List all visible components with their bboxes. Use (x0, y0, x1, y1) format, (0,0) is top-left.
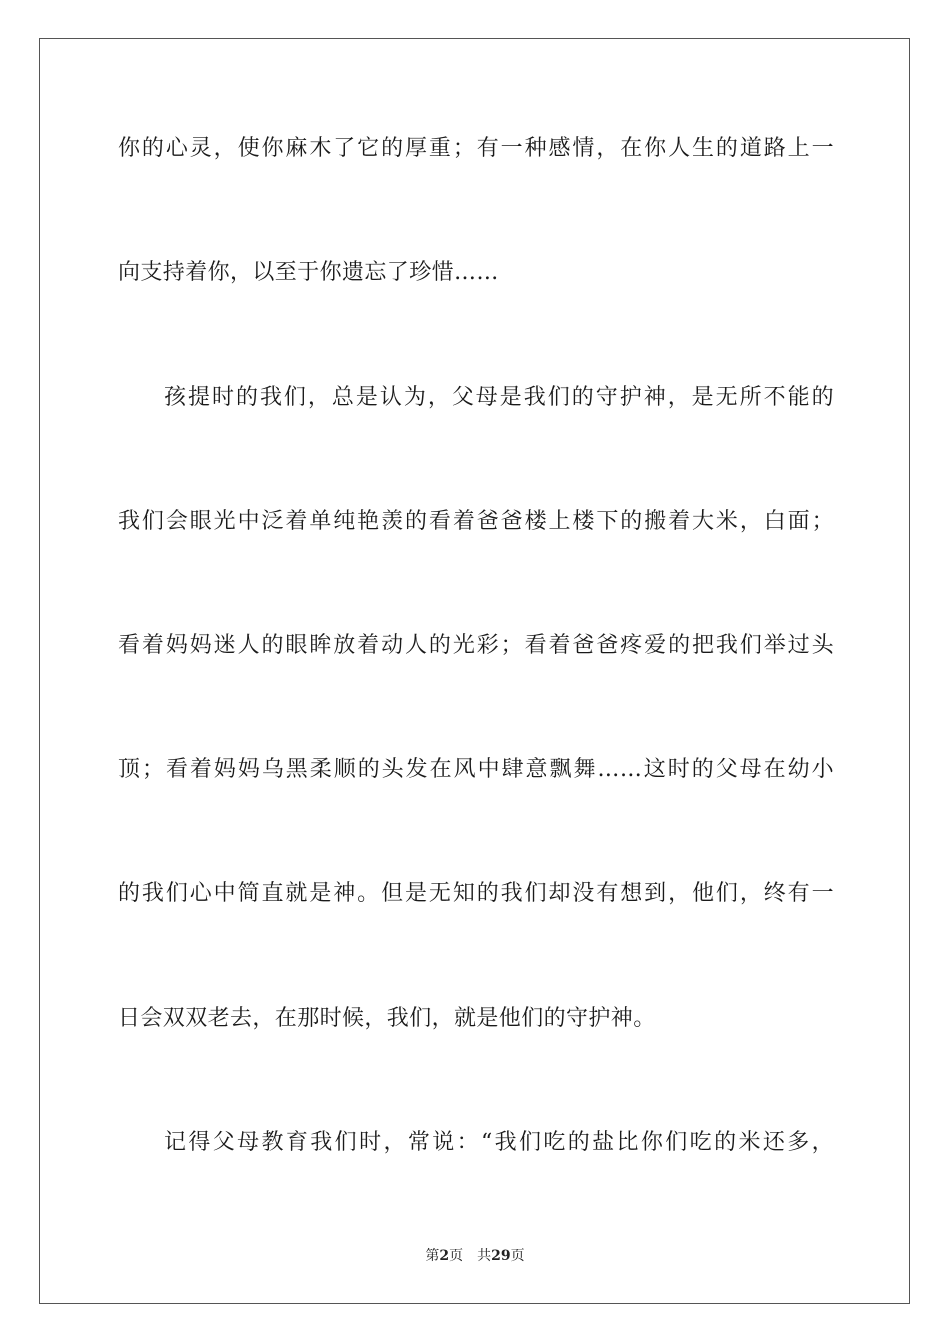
page-prefix: 第 (425, 1248, 440, 1264)
paragraph-line: 日会双双老去，在那时候，我们，就是他们的守护神。 (118, 1006, 656, 1031)
page-current: 2 (439, 1248, 450, 1264)
page-unit: 页 (449, 1248, 464, 1264)
paragraph-line: 向支持着你，以至于你遗忘了珍惜…… (118, 260, 499, 285)
paragraph-line: 我们会眼光中泛着单纯艳羡的看着爸爸楼上楼下的搬着大米，白面； (118, 509, 834, 534)
total-prefix: 共 (477, 1248, 492, 1264)
paragraph-line: 看着妈妈迷人的眼眸放着动人的光彩；看着爸爸疼爱的把我们举过头 (118, 633, 834, 658)
total-unit: 页 (510, 1248, 525, 1264)
paragraph-line: 你的心灵，使你麻木了它的厚重；有一种感情，在你人生的道路上一 (118, 136, 834, 161)
paragraph-line: 记得父母教育我们时，常说：“我们吃的盐比你们吃的米还多， (164, 1130, 834, 1155)
page-total: 29 (491, 1248, 511, 1264)
page-border (39, 38, 910, 1304)
paragraph-line: 的我们心中简直就是神。但是无知的我们却没有想到，他们，终有一 (118, 881, 834, 906)
page-footer (0, 1247, 950, 1265)
paragraph-line: 顶；看着妈妈乌黑柔顺的头发在风中肆意飘舞……这时的父母在幼小 (118, 757, 834, 782)
paragraph-line: 孩提时的我们，总是认为，父母是我们的守护神，是无所不能的 (164, 385, 834, 410)
